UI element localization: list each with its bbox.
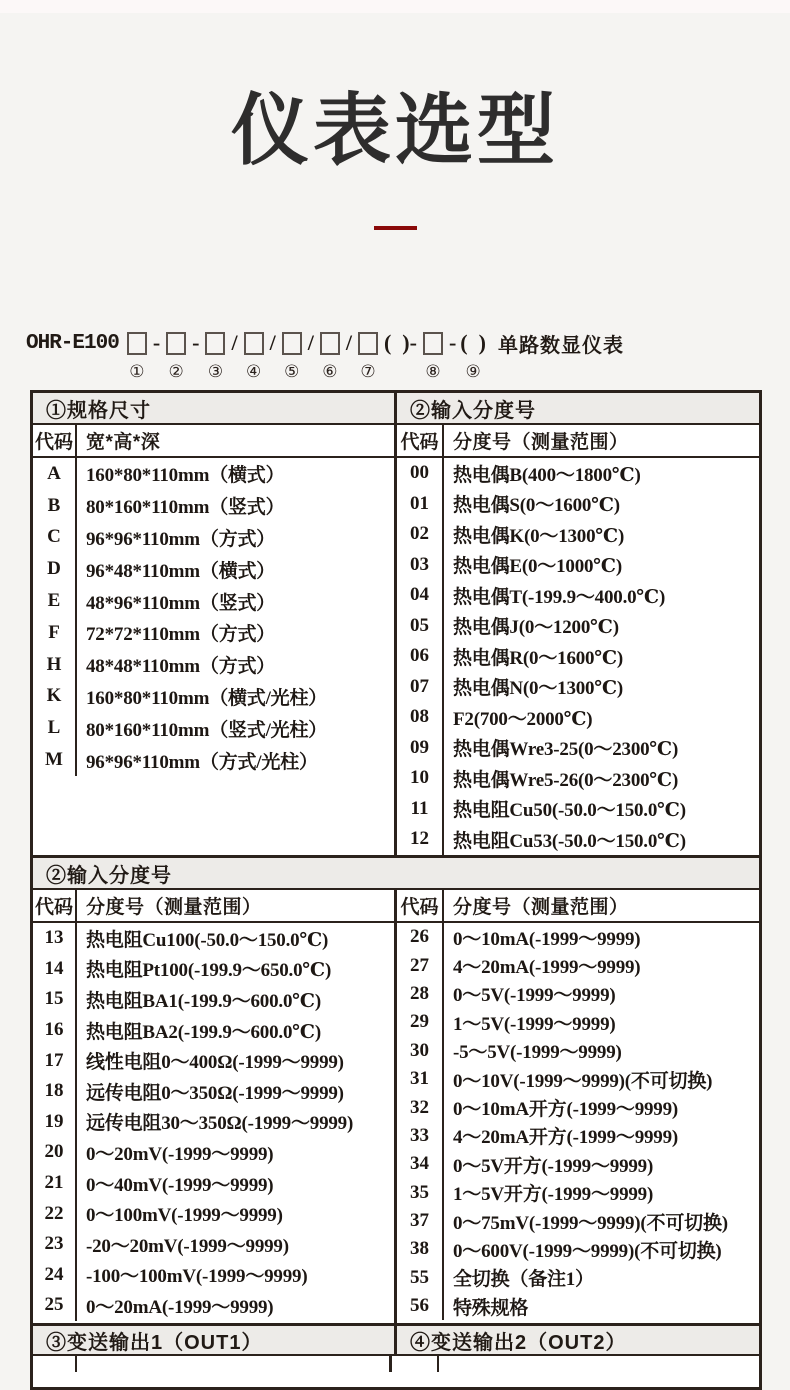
desc-cell: 4～20mA(-1999～9999) xyxy=(453,957,641,979)
table-row xyxy=(33,744,394,776)
column-header-row xyxy=(33,890,394,923)
table-row xyxy=(33,649,394,681)
table-row xyxy=(397,794,759,825)
table-row xyxy=(33,681,394,713)
table-row xyxy=(33,522,394,554)
desc-cell: 0～10V(-1999～9999)(不可切换) xyxy=(453,1070,713,1092)
table-row xyxy=(33,1229,394,1260)
code-cell: 55 xyxy=(397,1264,444,1292)
desc-cell: -100～100mV(-1999～9999) xyxy=(86,1266,308,1288)
placeholder-box xyxy=(423,332,443,355)
desc-cell: 4～20mA开方(-1999～9999) xyxy=(453,1127,679,1149)
desc-cell: 80*160*110mm（竖式/光柱） xyxy=(86,719,328,741)
code-cell: 37 xyxy=(397,1207,444,1235)
desc-cell: 热电阻Pt100(-199.9～650.0℃) xyxy=(86,960,332,982)
desc-cell: 0～40mV(-1999～9999) xyxy=(86,1174,274,1196)
table-row xyxy=(33,617,394,649)
desc-column-header: 分度号（测量范围） xyxy=(453,897,629,918)
table-row xyxy=(397,1292,759,1320)
circled-number: ⑦ xyxy=(360,362,376,381)
table-row xyxy=(33,954,394,985)
code-cell: 30 xyxy=(397,1037,444,1065)
code-cell: 01 xyxy=(397,489,444,520)
desc-cell: 0～10mA开方(-1999～9999) xyxy=(453,1099,679,1121)
desc-cell: 0～100mV(-1999～9999) xyxy=(86,1205,283,1227)
model-code-line xyxy=(26,326,790,382)
table-row xyxy=(397,672,759,703)
table-row xyxy=(397,489,759,520)
table-row xyxy=(397,980,759,1008)
code-cell: 20 xyxy=(33,1137,77,1168)
desc-cell: 热电阻BA1(-199.9～600.0℃) xyxy=(86,990,321,1012)
model-code-separator: - xyxy=(152,330,161,355)
desc-cell: -5～5V(-1999～9999) xyxy=(453,1042,622,1064)
table-row xyxy=(397,1122,759,1150)
desc-cell: 0～75mV(-1999～9999)(不可切换) xyxy=(453,1212,728,1234)
desc-column-header: 分度号（测量范围） xyxy=(453,432,629,453)
desc-column-header: 宽*高*深 xyxy=(86,432,161,453)
table-row xyxy=(33,1137,394,1168)
placeholder-box xyxy=(127,332,147,355)
section1-left-header: ①规格尺寸 xyxy=(33,393,394,425)
table-row xyxy=(33,1107,394,1138)
table-row xyxy=(397,702,759,733)
desc-cell: 热电偶B(400～1800℃) xyxy=(453,464,641,486)
desc-cell: 热电阻Cu53(-50.0～150.0℃) xyxy=(453,830,686,852)
desc-cell: 特殊规格 xyxy=(453,1297,529,1319)
desc-cell: 热电偶Wre3-25(0～2300℃) xyxy=(453,739,679,761)
code-cell: 10 xyxy=(397,763,444,794)
code-cell: 03 xyxy=(397,550,444,581)
desc-cell: -20～20mV(-1999～9999) xyxy=(86,1235,289,1257)
model-code-separator: ( ) ⑨ xyxy=(460,330,486,381)
code-cell: E xyxy=(33,585,77,617)
desc-cell: 80*160*110mm（竖式） xyxy=(86,497,285,519)
table-row xyxy=(33,1076,394,1107)
section-transmit-output xyxy=(33,1323,759,1356)
input-graduation-table-2-right xyxy=(397,890,759,1323)
code-cell: 02 xyxy=(397,519,444,550)
code-cell: L xyxy=(33,712,77,744)
code-cell: 25 xyxy=(33,1290,77,1321)
code-cell: 23 xyxy=(33,1229,77,1260)
model-code-box xyxy=(240,326,268,382)
desc-cell xyxy=(77,1356,392,1372)
table-row xyxy=(397,1008,759,1036)
code-cell: 13 xyxy=(33,923,77,954)
placeholder-box xyxy=(282,332,302,355)
table-row xyxy=(33,490,394,522)
desc-cell: 72*72*110mm（方式） xyxy=(86,624,276,646)
placeholder-box xyxy=(205,332,225,355)
table-row xyxy=(33,585,394,617)
table-row xyxy=(33,1290,394,1321)
desc-cell: 96*96*110mm（方式） xyxy=(86,528,276,550)
code-column-header: 代码 xyxy=(397,425,444,456)
model-code-box xyxy=(123,326,151,382)
table-row xyxy=(397,611,759,642)
desc-cell: 热电阻Cu100(-50.0～150.0℃) xyxy=(86,929,329,951)
desc-column-header: 分度号（测量范围） xyxy=(86,897,262,918)
desc-cell: 160*80*110mm（横式） xyxy=(86,465,285,487)
code-cell: 56 xyxy=(397,1292,444,1320)
table-row xyxy=(397,1037,759,1065)
code-cell: 00 xyxy=(397,458,444,489)
table-row xyxy=(397,458,759,489)
desc-cell: 热电偶K(0～1300℃) xyxy=(453,525,625,547)
table-row xyxy=(397,1150,759,1178)
desc-cell: 热电偶S(0～1600℃) xyxy=(453,495,620,517)
desc-cell: 160*80*110mm（横式/光柱） xyxy=(86,687,328,709)
desc-cell: 0～20mV(-1999～9999) xyxy=(86,1143,274,1165)
code-cell: 31 xyxy=(397,1065,444,1093)
code-cell: 28 xyxy=(397,980,444,1008)
table-row xyxy=(397,550,759,581)
desc-cell: 96*48*110mm（横式） xyxy=(86,560,276,582)
circled-number: ⑨ xyxy=(465,362,481,381)
table-row xyxy=(397,1264,759,1292)
code-cell: 33 xyxy=(397,1122,444,1150)
table-row xyxy=(397,1093,759,1121)
section-spec-and-input xyxy=(33,393,759,855)
code-cell: 16 xyxy=(33,1015,77,1046)
page-title: 仪表选型 xyxy=(230,86,559,174)
code-cell: F xyxy=(33,617,77,649)
desc-cell: 热电阻Cu50(-50.0～150.0℃) xyxy=(453,800,686,822)
code-column-header: 代码 xyxy=(397,890,444,921)
model-code-text: 单路数显仪表 xyxy=(497,334,624,357)
table-row xyxy=(33,1168,394,1199)
table-row xyxy=(33,1015,394,1046)
desc-cell: 热电偶N(0～1300℃) xyxy=(453,678,624,700)
table-row xyxy=(397,1207,759,1235)
code-cell: D xyxy=(33,553,77,585)
circled-number: ⑤ xyxy=(284,362,300,381)
code-cell: 15 xyxy=(33,984,77,1015)
code-column-header: 代码 xyxy=(33,425,77,456)
code-column-header: 代码 xyxy=(33,890,77,921)
spec-size-rows xyxy=(33,458,394,776)
code-cell: 21 xyxy=(33,1168,77,1199)
section-input-graduation-2 xyxy=(33,890,759,1323)
code-cell xyxy=(392,1356,439,1372)
input-graduation-table-1 xyxy=(397,393,759,855)
code-cell: 18 xyxy=(33,1076,77,1107)
code-cell: 32 xyxy=(397,1093,444,1121)
desc-cell: 0～10mA(-1999～9999) xyxy=(453,928,641,950)
code-cell: C xyxy=(33,522,77,554)
circled-number: ⑧ xyxy=(425,362,441,381)
column-header-row xyxy=(33,425,394,458)
model-code-separator: / xyxy=(231,330,238,355)
section2-header: ②输入分度号 xyxy=(33,855,759,890)
title-underline xyxy=(374,226,417,230)
table-row xyxy=(397,733,759,764)
top-strip xyxy=(0,0,790,13)
desc-cell: 0～600V(-1999～9999)(不可切换) xyxy=(453,1240,722,1262)
code-cell: A xyxy=(33,458,77,490)
desc-cell: 远传电阻0～350Ω(-1999～9999) xyxy=(86,1082,344,1104)
table-row xyxy=(397,923,759,951)
input-graduation-table-2-left xyxy=(33,890,397,1323)
desc-cell: F2(700～2000℃) xyxy=(453,708,593,730)
table-row xyxy=(397,824,759,855)
model-code-separator: - xyxy=(448,330,457,355)
code-cell: 19 xyxy=(33,1107,77,1138)
code-cell: 29 xyxy=(397,1008,444,1036)
input-graduation-rows-2-right xyxy=(397,923,759,1320)
desc-cell: 48*48*110mm（方式） xyxy=(86,656,276,678)
desc-cell: 0～5V开方(-1999～9999) xyxy=(453,1155,654,1177)
code-cell: 38 xyxy=(397,1235,444,1263)
table-row xyxy=(397,580,759,611)
circled-number: ② xyxy=(168,362,184,381)
code-cell: M xyxy=(33,744,77,776)
desc-cell: 热电偶R(0～1600℃) xyxy=(453,647,624,669)
model-code-separator: - xyxy=(192,330,200,355)
model-code-box xyxy=(354,326,382,382)
code-cell: 12 xyxy=(397,824,444,855)
code-cell: 09 xyxy=(397,733,444,764)
out2-header-cell xyxy=(397,1326,759,1356)
section1-right-header: ②输入分度号 xyxy=(397,393,759,425)
placeholder-box xyxy=(358,332,378,355)
table-row xyxy=(33,553,394,585)
circled-number: ④ xyxy=(245,362,262,381)
code-cell: 17 xyxy=(33,1045,77,1076)
partial-row-cutoff xyxy=(33,1356,759,1372)
table-row xyxy=(397,951,759,979)
desc-cell: 热电阻BA2(-199.9～600.0℃) xyxy=(86,1021,321,1043)
code-cell: H xyxy=(33,649,77,681)
code-cell xyxy=(33,1356,77,1372)
code-cell: B xyxy=(33,490,77,522)
desc-cell: 96*96*110mm（方式/光柱） xyxy=(86,751,318,773)
table-row xyxy=(33,1045,394,1076)
desc-cell: 0～20mA(-1999～9999) xyxy=(86,1296,274,1318)
table-row xyxy=(397,763,759,794)
model-code-separator: / xyxy=(345,330,352,355)
code-cell: 08 xyxy=(397,702,444,733)
code-cell: 05 xyxy=(397,611,444,642)
code-cell: 14 xyxy=(33,954,77,985)
table-row xyxy=(33,458,394,490)
code-cell: 07 xyxy=(397,672,444,703)
desc-cell: 热电偶J(0～1200℃) xyxy=(453,617,619,639)
code-cell: 34 xyxy=(397,1150,444,1178)
desc-cell: 远传电阻30～350Ω(-1999～9999) xyxy=(86,1113,354,1135)
model-code-box xyxy=(162,326,190,382)
code-cell: 04 xyxy=(397,580,444,611)
model-code-text: OHR-E100 xyxy=(26,331,119,355)
out1-header-cell xyxy=(33,1326,397,1356)
section3-right-header: ④变送输出2（OUT2） xyxy=(397,1326,759,1356)
placeholder-box xyxy=(166,332,186,355)
table-row xyxy=(397,641,759,672)
table-row xyxy=(33,923,394,954)
input-graduation-rows-2-left xyxy=(33,923,394,1321)
desc-cell: 1～5V(-1999～9999) xyxy=(453,1013,616,1035)
table-row xyxy=(397,1235,759,1263)
placeholder-box xyxy=(244,332,264,355)
circled-number: ① xyxy=(129,362,145,381)
code-cell: K xyxy=(33,681,77,713)
table-row xyxy=(33,712,394,744)
desc-cell: 热电偶E(0～1000℃) xyxy=(453,556,622,578)
code-cell: 24 xyxy=(33,1260,77,1291)
code-cell: 11 xyxy=(397,794,444,825)
code-cell: 06 xyxy=(397,641,444,672)
code-cell: 27 xyxy=(397,951,444,979)
table-row xyxy=(397,519,759,550)
table-row xyxy=(397,1065,759,1093)
spec-size-table xyxy=(33,393,397,855)
code-cell: 22 xyxy=(33,1198,77,1229)
desc-cell: 0～5V(-1999～9999) xyxy=(453,985,616,1007)
model-code-separator: / xyxy=(307,330,314,355)
desc-cell: 热电偶T(-199.9～400.0℃) xyxy=(453,586,666,608)
model-code-box xyxy=(316,326,344,382)
desc-cell: 1～5V开方(-1999～9999) xyxy=(453,1184,654,1206)
placeholder-box xyxy=(320,332,340,355)
table-row xyxy=(397,1179,759,1207)
desc-cell: 48*96*110mm（竖式） xyxy=(86,592,276,614)
model-code-box xyxy=(201,326,229,382)
code-cell: 35 xyxy=(397,1179,444,1207)
input-graduation-rows-1 xyxy=(397,458,759,855)
table-row xyxy=(33,1260,394,1291)
column-header-row xyxy=(397,890,759,923)
section3-left-header: ③变送输出1（OUT1） xyxy=(33,1326,394,1356)
table-row xyxy=(33,984,394,1015)
circled-number: ⑥ xyxy=(322,362,338,381)
circled-number: ③ xyxy=(207,362,224,381)
desc-cell xyxy=(439,1356,759,1372)
model-code-separator: / xyxy=(269,330,276,355)
column-header-row xyxy=(397,425,759,458)
model-code-box xyxy=(278,326,306,382)
desc-cell: 热电偶Wre5-26(0～2300℃) xyxy=(453,769,679,791)
table-row xyxy=(33,1198,394,1229)
selection-table xyxy=(30,390,762,1390)
model-code-separator: ( )- xyxy=(383,330,417,355)
desc-cell: 线性电阻0～400Ω(-1999～9999) xyxy=(86,1052,344,1074)
desc-cell: 全切换（备注1） xyxy=(453,1269,594,1291)
model-code-box xyxy=(419,326,447,382)
code-cell: 26 xyxy=(397,923,444,951)
